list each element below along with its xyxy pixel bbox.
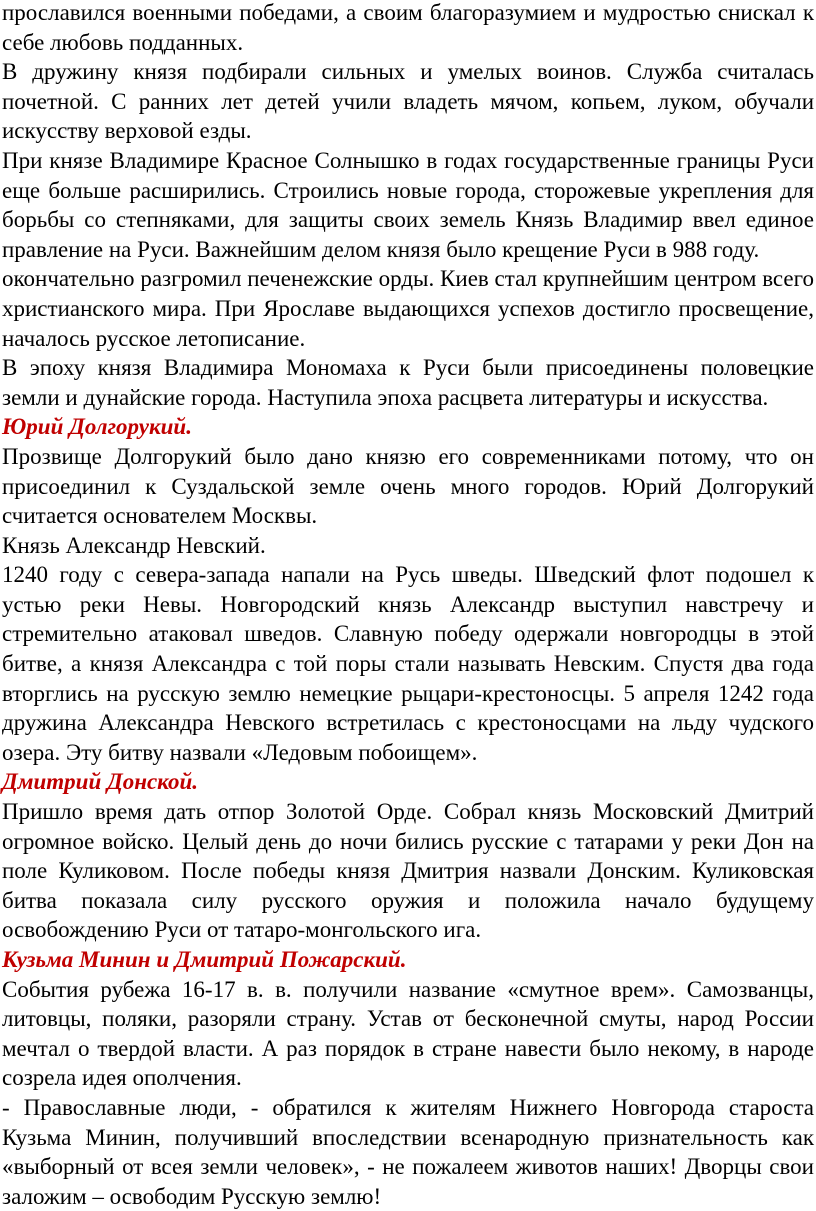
paragraph-donskoy: Пришло время дать отпор Золотой Орде. Собрал князь Московский Дмитрий огромное войско. Целый день до ночи бились русские с татарами у реки Дон на поле Куликовом. После победы князя Дмитрия назвали Донским. Куликовская битва показала силу русского оружия и положила начало будущему освобождению Руси от татаро-монгольского ига. <box>2 799 814 943</box>
heading-yuri-dolgoruky: Юрий Долгорукий. <box>2 414 192 440</box>
paragraph-vladimir-red-sun: При князе Владимире Красное Солнышко в годах государственные границы Руси еще больше расширились. Строились новые города, сторожевые укрепления для борьбы со степняками, для защиты своих земель Князь Владимир ввел единое правление на Руси. Важнейшим делом князя было крещение Руси в 988 году. <box>2 147 814 262</box>
heading-dmitry-donskoy: Дмитрий Донской. <box>2 769 198 795</box>
paragraph-nevsky: 1240 году с севера-запада напали на Русь шведы. Шведский флот подошел к устью реки Невы. Новгородский князь Александр выступил навстречу и стремительно атаковал шведов. Славную победу одержали новгородцы в этой битве, а князя Александра с той поры стали называть Невским. Спустя два года вторглись на русскую землю немецкие рыцари-крестоносцы. 5 апреля 1242 года дружина Александра Невского встретилась с крестоносцами на льду чудского озера. Эту битву назвали «Ледовым побоищем». <box>2 562 814 765</box>
heading-minin-pozharsky: Кузьма Минин и Дмитрий Пожарский. <box>2 947 407 972</box>
paragraph-nevsky-title: Князь Александр Невский. <box>2 532 266 558</box>
paragraph-monomakh: В эпоху князя Владимира Мономаха к Руси были присоединены половецкие земли и дунайские города. Наступила эпоха расцвета литературы и искусства. <box>2 355 814 410</box>
paragraph-vladimir-intro: прославился военными победами, а своим благоразумием и мудростью снискал к себе любовь подданных. <box>2 0 814 55</box>
paragraph-dolgoruky: Прозвище Долгорукий было дано князю его современниками потому, что он присоединил к Суздальской земле очень много городов. Юрий Долгорукий считается основателем Москвы. <box>2 443 814 529</box>
paragraph-minin-speech: - Православные люди, - обратился к жителям Нижнего Новгорода староста Кузьма Минин, получивший впоследствии всенародную признательность как «выборный от всея земли человек», - не пожалеем животов наших! Дворцы свои заложим – освободим Русскую землю! <box>2 1094 814 1209</box>
paragraph-smuta: События рубежа 16-17 в. в. получили название «смутное врем». Самозванцы, литовцы, поляки, разоряли страну. Устав от бесконечной смуты, народ России мечтал о твердой власти. А раз порядок в стране навести было некому, в народе созрела идея ополчения. <box>2 976 814 1091</box>
paragraph-druzhina: В дружину князя подбирали сильных и умелых воинов. Служба считалась почетной. С ранних лет детей учили владеть мячом, копьем, луком, обучали искусству верховой езды. <box>2 59 814 144</box>
paragraph-yaroslav: окончательно разгромил печенежские орды. Киев стал крупнейшим центром всего христианского мира. При Ярославе выдающихся успехов достигло просвещение, началось русское летописание. <box>2 266 814 351</box>
